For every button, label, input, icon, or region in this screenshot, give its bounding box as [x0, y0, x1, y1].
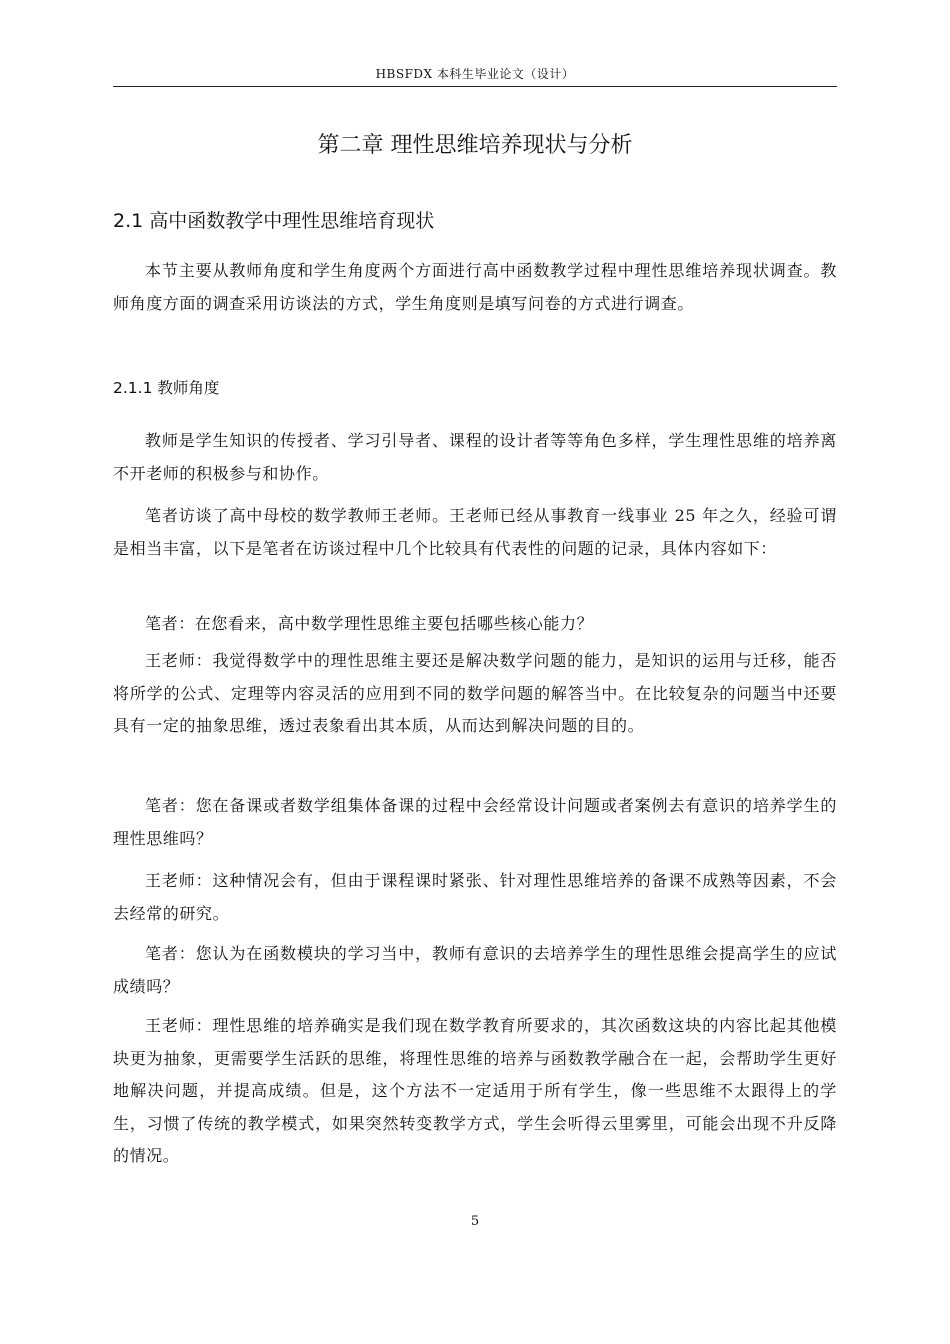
interview-question: 笔者：您在备课或者数学组集体备课的过程中会经常设计问题或者案例去有意识的培养学生的理性思维吗？ [113, 796, 837, 848]
body-paragraph: 教师是学生知识的传授者、学习引导者、课程的设计者等等角色多样，学生理性思维的培养离不开老师的积极参与和协作。 [113, 431, 837, 483]
section-intro-paragraph: 本节主要从教师角度和学生角度两个方面进行高中函数教学过程中理性思维培养现状调查。教师角度方面的调查采用访谈法的方式，学生角度则是填写问卷的方式进行调查。 [113, 261, 837, 313]
subsection-title: 2.1.1 教师角度 [113, 379, 220, 397]
interview-answer: 王老师：我觉得数学中的理性思维主要还是解决数学问题的能力，是知识的运用与迁移，能否将所学的公式、定理等内容灵活的应用到不同的数学问题的解答当中。在比较复杂的问题当中还要具有一定的抽象思维，透过表象看出其本质，从而达到解决问题的目的。 [113, 651, 837, 735]
page-header: HBSFDX 本科生毕业论文（设计） [113, 64, 837, 87]
interview-question: 笔者：您认为在函数模块的学习当中，教师有意识的去培养学生的理性思维会提高学生的应试成绩吗？ [113, 944, 837, 996]
interview-answer: 王老师：这种情况会有，但由于课程课时紧张、针对理性思维培养的备课不成熟等因素，不会去经常的研究。 [113, 871, 837, 923]
section-title: 2.1 高中函数教学中理性思维培育现状 [113, 210, 435, 232]
interview-answer: 王老师：理性思维的培养确实是我们现在数学教育所要求的，其次函数这块的内容比起其他模块更为抽象，更需要学生活跃的思维，将理性思维的培养与函数教学融合在一起，会帮助学生更好地解决问题，并提高成绩。但是，这个方法不一定适用于所有学生，像一些思维不太跟得上的学生，习惯了传统的教学模式，如果突然转变教学方式，学生会听得云里雾里，可能会出现不升反降的情况。 [113, 1016, 837, 1165]
page-number: 5 [470, 1214, 480, 1229]
body-paragraph: 笔者访谈了高中母校的数学教师王老师。王老师已经从事教育一线事业 25 年之久，经验可谓是相当丰富，以下是笔者在访谈过程中几个比较具有代表性的问题的记录，具体内容如下： [113, 506, 837, 558]
interview-question: 笔者：在您看来，高中数学理性思维主要包括哪些核心能力？ [145, 614, 594, 633]
chapter-title: 第二章 理性思维培养现状与分析 [317, 133, 633, 158]
